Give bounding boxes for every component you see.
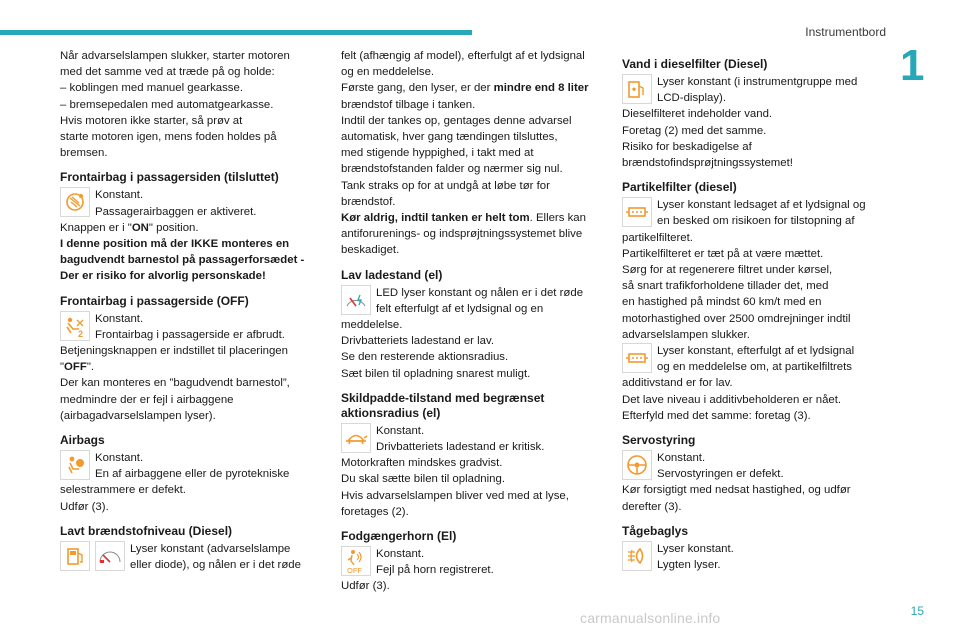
heading-power-steering: Servostyring (622, 433, 696, 448)
svg-text:2: 2 (78, 328, 84, 339)
steering-icon (622, 450, 652, 480)
heading-pedestrian-horn: Fodgængerhorn (El) (341, 529, 457, 544)
heading-low-fuel: Lavt brændstofniveau (Diesel) (60, 523, 233, 538)
rear-fog-icon (622, 541, 652, 571)
airbag-icon (60, 450, 90, 480)
warning-item: Konstant. Drivbatteriets ladestand er kritisk. (341, 423, 605, 455)
warning-item: Konstant. En af airbaggene eller de pyrotekniske (60, 450, 324, 482)
fuel-gauge-icon (95, 541, 125, 571)
warning-item: OFF Konstant. Fejl på horn registreret. (341, 546, 605, 578)
fuel-pump-icon (60, 541, 90, 571)
column-1: Når advarselslampen slukker, starter motoren med det samme ved at træde på og holde: – koblingen med manuel gearkasse. – bremsepedalen med automatgearkasse. Hvis motoren ikke starter, så prøv at starte motoren igen, mens foden holdes på bremsen. Frontairbag i passagersiden (tilsluttet) Konstant. Passagerairbaggen er aktiveret. Knappen er i "ON" position. I denne position må der IKKE monteres en bagudvendt barnestol på passagerforsædet - Der er risiko for alvorlig personskade! Frontairbag i passagerside (OFF) 2 Konstant. Frontairbag i passagerside er afbrudt. Betjeningsknappen er indstillet til placeringen "OFF". Der kan monteres en ”bagudvendt barnestol”, medmindre der er fejl i airbaggene (airbagadvarselslampen lyser). Airbags Konstant. En af airbaggene eller de pyrotekniske selestrammere er defekt. Udfør (3). Lavt brændstofniveau (Diesel) Lyser konstant (advarselslampe eller diode), og nålen er i det røde (60, 48, 324, 573)
heading-airbag-off: Frontairbag i passagerside (OFF) (60, 293, 249, 308)
warning-item: Lyser konstant (i instrumentgruppe med LCD-display). (622, 74, 888, 106)
watermark: carmanualsonline.info (580, 610, 721, 626)
header-accent-bar (0, 30, 472, 35)
airbag-off-icon (60, 311, 90, 341)
column-3: Vand i dieselfilter (Diesel) Lyser konstant (i instrumentgruppe med LCD-display). Dieselfilteret indeholder vand. Foretag (2) med det samme. Risiko for beskadigelse af brændstofindsprøjtningssystemet! Partikelfilter (diesel) Lyser konstant ledsaget af et lydsignal og en besked om risikoen for tilstopning af partikelfilteret. Partikelfilteret er tæt på at være mættet. Sørg for at regenerere filtret under kørsel, så snart trafikforholdene tillader det, med en hastighed på mindst 60 km/t med en motorhastighed over 2500 omdrejninger indtil advarselslampen slukker. Lyser konstant, efterfulgt af et lydsignal og en meddelelse om, at partikelfiltrets additivstand er for lav. Det lave niveau i additivbeholderen er nået. Efterfyld med det samme: foretag (3). Servostyring Konstant. Servostyringen er defekt. Kør forsigtigt med nedsat hastighed, og udfør derefter (3). Tågebaglys Lyser konstant. Lygten lyser. (622, 48, 888, 573)
heading-airbag-on: Frontairbag i passagersiden (tilsluttet) (60, 170, 279, 185)
heading-turtle-mode: Skildpadde-tilstand med begrænset aktionsradius (el) (341, 390, 545, 420)
section-title: Instrumentbord (805, 25, 886, 39)
pedestrian-horn-off-icon (341, 546, 371, 576)
particle-filter-icon (622, 197, 652, 227)
warning-item: Lyser konstant ledsaget af et lydsignal og en besked om risikoen for tilstopning af (622, 197, 888, 229)
column-2: felt (afhængig af model), efterfulgt af et lydsignal og en meddelelse. Første gang, den lyser, er der mindre end 8 liter brændstof tilbage i tanken. Indtil der tankes op, gentages denne advarsel automatisk, hver gang tændingen tilsluttes, med stigende hyppighed, i takt med at brændstofstanden falder og nærmer sig nul. Tank straks op for at undgå at løbe tør for brændstof. Kør aldrig, indtil tanken er helt tom. Ellers kan antiforurenings- og indsprøjtningssystemet blive beskadiget. Lav ladestand (el) LED lyser konstant og nålen er i det røde felt efterfulgt af et lydsignal og en meddelelse. Drivbatteriets ladestand er lav. Se den resterende aktionsradius. Sæt bilen til opladning snarest muligt. Skildpadde-tilstand med begrænset aktionsradius (el) Konstant. Drivbatteriets ladestand er kritisk. Motorkraften mindskes gradvist. Du skal sætte bilen til opladning. Hvis advarselslampen bliver ved med at lyse, foretages (2). Fodgængerhorn (El) OFF Konstant. Fejl på horn registreret. Udfør (3). (341, 48, 605, 595)
svg-text:OFF: OFF (347, 566, 362, 576)
warning-item: 2 Konstant. Frontairbag i passagerside er afbrudt. (60, 311, 324, 343)
heading-rear-fog: Tågebaglys (622, 523, 689, 538)
heading-airbags: Airbags (60, 433, 105, 448)
warning-item: Lyser konstant (advarselslampe eller diode), og nålen er i det røde (60, 541, 324, 573)
warning-item: Lyser konstant, efterfulgt af et lydsignal og en meddelelse om, at partikelfiltrets (622, 343, 888, 375)
airbag-on-icon (60, 187, 90, 217)
heading-water-in-diesel: Vand i dieselfilter (Diesel) (622, 57, 768, 71)
chapter-number: 1 (900, 41, 925, 90)
page-number: 15 (910, 604, 924, 618)
warning-item: Konstant. Passagerairbaggen er aktiveret. (60, 187, 324, 219)
heading-particle-filter: Partikelfilter (diesel) (622, 180, 737, 195)
heading-low-charge: Lav ladestand (el) (341, 267, 443, 282)
particle-filter-icon (622, 343, 652, 373)
turtle-icon (341, 423, 371, 453)
warning-item: LED lyser konstant og nålen er i det røde felt efterfulgt af et lydsignal og en (341, 285, 605, 317)
battery-charge-icon (341, 285, 371, 315)
warning-item: Lyser konstant. Lygten lyser. (622, 541, 888, 573)
warning-item: Konstant. Servostyringen er defekt. (622, 450, 888, 482)
water-in-fuel-icon (622, 74, 652, 104)
paragraph: Når advarselslampen slukker, starter motoren med det samme ved at træde på og holde: – koblingen med manuel gearkasse. – bremsepedalen med automatgearkasse. Hvis motoren ikke starter, så prøv at starte motoren igen, mens foden holdes på bremsen. (60, 50, 290, 160)
